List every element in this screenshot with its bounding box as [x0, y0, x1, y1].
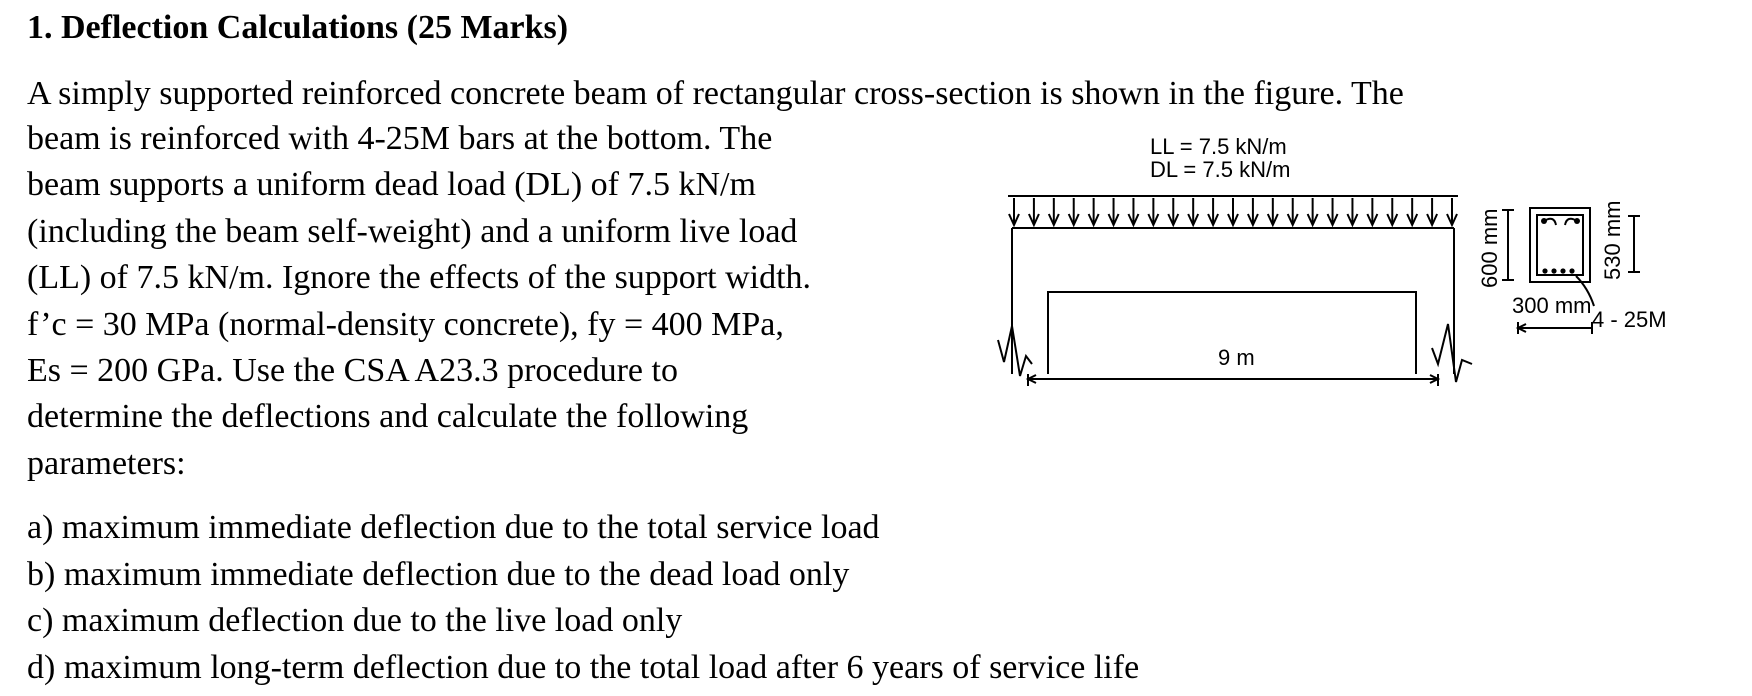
load-arrow: [1328, 198, 1338, 225]
load-arrow: [1069, 198, 1079, 225]
load-arrow: [1248, 198, 1258, 225]
load-arrow: [1308, 198, 1318, 225]
part-c: c) maximum deflection due to the live load only: [27, 602, 683, 639]
width-dimension: [1518, 322, 1592, 334]
depth-label: 530 mm: [1600, 200, 1625, 280]
beam-figure: [980, 120, 1740, 430]
load-arrow: [1427, 198, 1437, 225]
part-b: b) maximum immediate deflection due to the dead load only: [27, 555, 850, 593]
part-a: a) maximum immediate deflection due to the total service load: [27, 509, 880, 546]
bars-label: 4 - 25M: [1592, 307, 1667, 332]
dl-label: DL = 7.5 kN/m: [1150, 157, 1291, 182]
load-arrow: [1148, 198, 1158, 225]
load-arrow: [1089, 198, 1099, 225]
part-d: d) maximum long-term deflection due to the total load after 6 years of service life: [27, 648, 1140, 686]
height-dimension: [1502, 210, 1514, 280]
load-arrow: [1009, 198, 1019, 225]
depth-dimension: [1628, 216, 1640, 272]
load-arrow: [1367, 198, 1377, 225]
right-support: [1432, 324, 1472, 382]
statement-line: beam is reinforced with 4-25M bars at the bottom. The: [27, 120, 773, 157]
statement-line: Es = 200 GPa. Use the CSA A23.3 procedure to: [27, 351, 678, 389]
statement-line: parameters:: [27, 444, 186, 482]
load-arrow: [1347, 198, 1357, 225]
ll-label: LL = 7.5 kN/m: [1150, 134, 1287, 159]
load-arrow: [1049, 198, 1059, 225]
statement-line: (LL) of 7.5 kN/m. Ignore the effects of the support width.: [27, 259, 812, 297]
load-arrow: [1208, 198, 1218, 225]
height-label: 600 mm: [1477, 208, 1502, 288]
load-arrow: [1387, 198, 1397, 225]
load-arrow: [1128, 198, 1138, 225]
statement-line: determine the deflections and calculate the following: [27, 398, 749, 436]
span-dimension: [1028, 374, 1438, 386]
load-arrow: [1268, 198, 1278, 225]
question-heading: 1. Deflection Calculations (25 Marks): [27, 9, 569, 46]
statement-line: (including the beam self-weight) and a uniform live load: [27, 212, 798, 250]
load-arrow: [1029, 198, 1039, 225]
load-arrow: [1288, 198, 1298, 225]
load-arrow: [1407, 198, 1417, 225]
load-arrow: [1109, 198, 1119, 225]
distributed-load-arrows: [1008, 196, 1458, 225]
load-arrow: [1447, 198, 1457, 225]
width-label: 300 mm: [1512, 293, 1592, 318]
cross-section: [1530, 208, 1590, 282]
statement-line: beam supports a uniform dead load (DL) of 7.5 kN/m: [27, 166, 756, 204]
question-parts: [27, 505, 1139, 691]
load-arrow: [1168, 198, 1178, 225]
intro-line: A simply supported reinforced concrete beam of rectangular cross-section is shown in the figure. The: [27, 75, 1404, 112]
load-arrow: [1188, 198, 1198, 225]
left-support: [998, 326, 1032, 376]
load-arrow: [1228, 198, 1238, 225]
span-label: 9 m: [1218, 345, 1255, 370]
problem-statement: [27, 116, 811, 487]
statement-line: f’c = 30 MPa (normal-density concrete), fy = 400 MPa,: [27, 305, 784, 343]
